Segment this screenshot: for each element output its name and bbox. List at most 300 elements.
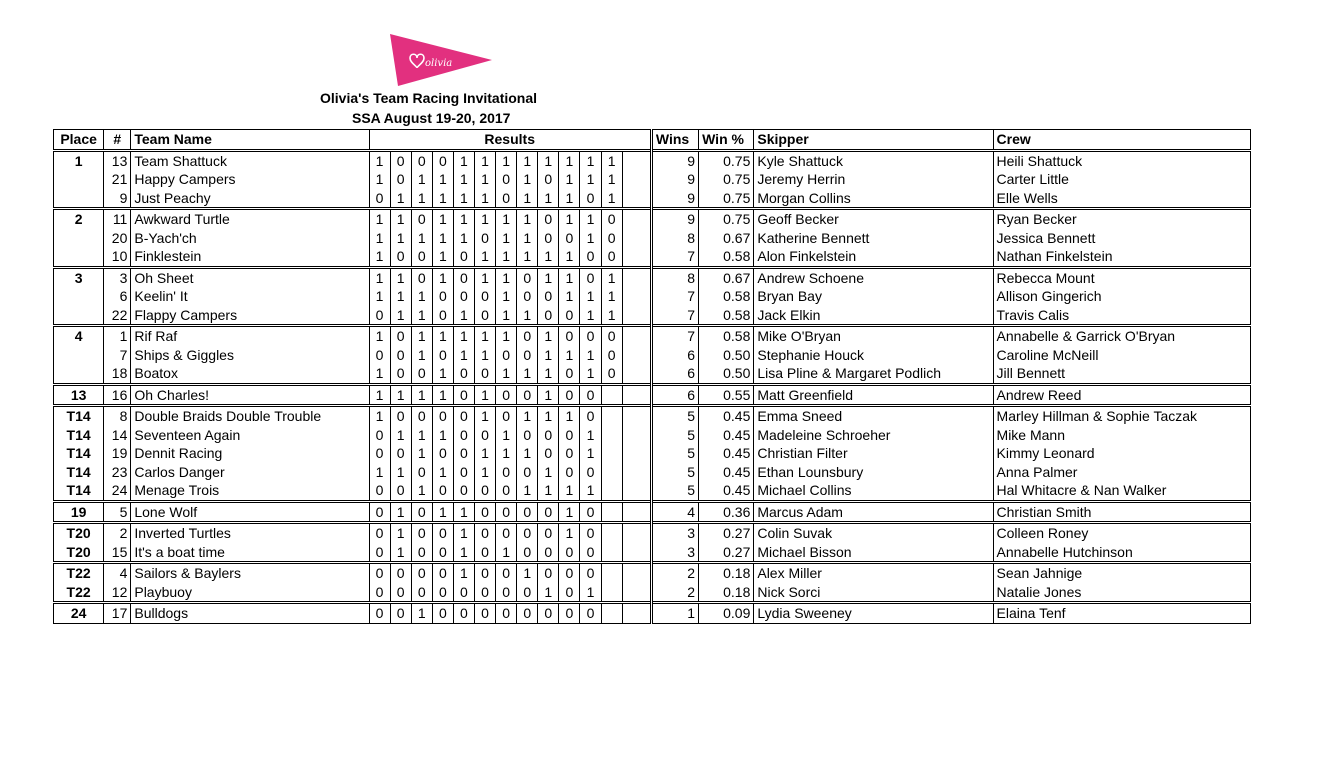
wins-cell: 2 [651, 583, 698, 603]
result-cell: 1 [538, 150, 559, 170]
result-cell: 0 [432, 603, 453, 624]
result-cell: 1 [496, 229, 517, 248]
result-cell: 1 [538, 384, 559, 406]
result-cell: 1 [411, 326, 432, 346]
result-cell: 1 [538, 346, 559, 365]
result-cell: 0 [559, 583, 580, 603]
result-cell: 0 [411, 364, 432, 384]
place-cell [54, 364, 104, 384]
result-cell: 0 [369, 346, 390, 365]
result-cell: 0 [475, 426, 496, 445]
table-row [54, 267, 1251, 287]
win-percent-cell: 0.45 [699, 406, 754, 426]
crew-cell: Annabelle & Garrick O'Bryan [993, 326, 1250, 346]
place-cell: T14 [54, 463, 104, 482]
wins-cell: 5 [651, 481, 698, 501]
result-cell: 0 [496, 189, 517, 209]
result-cell: 1 [517, 306, 538, 326]
result-cell: 1 [432, 209, 453, 229]
skipper-cell: Alon Finkelstein [754, 247, 993, 267]
result-cell: 1 [517, 444, 538, 463]
result-cell: 1 [369, 326, 390, 346]
result-cell: 0 [411, 406, 432, 426]
result-cell: 0 [390, 444, 411, 463]
result-cell: 1 [475, 247, 496, 267]
result-cell: 1 [369, 267, 390, 287]
result-cell: 0 [390, 364, 411, 384]
result-cell: 1 [411, 170, 432, 189]
table-row [54, 326, 1251, 346]
result-cell: 1 [517, 229, 538, 248]
result-cell: 0 [538, 543, 559, 563]
boat-number-cell: 14 [104, 426, 131, 445]
table-row [54, 426, 1251, 445]
result-cell: 0 [538, 287, 559, 306]
result-cell: 0 [559, 426, 580, 445]
result-spacer-cell [622, 209, 651, 229]
result-cell: 1 [369, 364, 390, 384]
table-row [54, 189, 1251, 209]
boat-number-cell: 16 [104, 384, 131, 406]
result-cell: 1 [517, 150, 538, 170]
wins-cell: 7 [651, 306, 698, 326]
win-percent-cell: 0.58 [699, 247, 754, 267]
result-cell: 1 [538, 463, 559, 482]
result-cell: 0 [496, 563, 517, 583]
result-cell: 0 [453, 444, 474, 463]
skipper-cell: Colin Suvak [754, 523, 993, 543]
result-cell: 1 [559, 209, 580, 229]
result-cell: 1 [580, 481, 601, 501]
result-cell: 0 [411, 523, 432, 543]
win-percent-cell: 0.67 [699, 267, 754, 287]
result-cell: 0 [475, 501, 496, 523]
result-cell: 0 [475, 364, 496, 384]
result-cell: 0 [369, 583, 390, 603]
skipper-cell: Michael Bisson [754, 543, 993, 563]
result-cell: 1 [475, 346, 496, 365]
result-cell: 1 [369, 229, 390, 248]
wins-cell: 1 [651, 603, 698, 624]
boat-number-cell: 10 [104, 247, 131, 267]
result-cell: 1 [496, 426, 517, 445]
place-cell: T20 [54, 543, 104, 563]
result-cell: 0 [517, 501, 538, 523]
result-cell: 1 [559, 501, 580, 523]
table-row [54, 543, 1251, 563]
crew-cell: Marley Hillman & Sophie Taczak [993, 406, 1250, 426]
skipper-cell: Andrew Schoene [754, 267, 993, 287]
crew-cell: Heili Shattuck [993, 150, 1250, 170]
result-cell: 0 [580, 563, 601, 583]
result-cell: 1 [601, 170, 622, 189]
result-spacer-cell [622, 229, 651, 248]
result-cell: 0 [559, 444, 580, 463]
result-cell: 1 [390, 384, 411, 406]
team-name-cell: Dennit Racing [134, 445, 223, 462]
result-cell: 0 [432, 150, 453, 170]
skipper-cell: Kyle Shattuck [754, 150, 993, 170]
result-cell: 1 [559, 346, 580, 365]
result-cell: 0 [538, 229, 559, 248]
result-cell: 0 [580, 463, 601, 482]
result-cell: 1 [601, 189, 622, 209]
result-cell: 1 [601, 150, 622, 170]
result-cell: 1 [559, 287, 580, 306]
result-cell: 1 [538, 481, 559, 501]
result-cell: 0 [411, 583, 432, 603]
result-cell: 0 [453, 247, 474, 267]
table-row [54, 247, 1251, 267]
result-cell: 0 [559, 384, 580, 406]
result-spacer-cell [622, 501, 651, 523]
result-cell: 1 [559, 406, 580, 426]
result-cell: 0 [475, 583, 496, 603]
win-percent-cell: 0.45 [699, 481, 754, 501]
result-cell: 0 [559, 326, 580, 346]
result-cell: 0 [453, 603, 474, 624]
result-cell [601, 563, 622, 583]
boat-number-cell: 15 [104, 543, 131, 563]
boat-number-cell: 1 [104, 326, 131, 346]
table-header-row [54, 130, 1251, 151]
result-cell: 0 [453, 406, 474, 426]
result-cell: 1 [538, 267, 559, 287]
table-row [54, 384, 1251, 406]
result-cell: 0 [580, 523, 601, 543]
result-cell: 1 [475, 170, 496, 189]
result-cell: 0 [390, 563, 411, 583]
table-row [54, 563, 1251, 583]
result-cell: 0 [559, 364, 580, 384]
result-cell: 1 [432, 247, 453, 267]
result-cell: 0 [517, 384, 538, 406]
result-cell: 0 [369, 501, 390, 523]
place-cell: 4 [54, 326, 104, 346]
result-spacer-cell [622, 583, 651, 603]
team-name-cell: Just Peachy [134, 189, 211, 206]
result-cell: 1 [432, 189, 453, 209]
result-cell: 0 [601, 247, 622, 267]
win-percent-cell: 0.36 [699, 501, 754, 523]
result-cell: 1 [390, 287, 411, 306]
result-cell: 0 [369, 481, 390, 501]
result-cell: 1 [411, 444, 432, 463]
result-cell: 1 [538, 406, 559, 426]
result-spacer-cell [622, 170, 651, 189]
result-cell: 1 [453, 189, 474, 209]
crew-cell: Christian Smith [993, 501, 1250, 523]
result-cell: 1 [390, 209, 411, 229]
win-percent-cell: 0.75 [699, 150, 754, 170]
wins-cell: 7 [651, 326, 698, 346]
crew-cell: Colleen Roney [993, 523, 1250, 543]
skipper-cell: Michael Collins [754, 481, 993, 501]
wins-cell: 6 [651, 384, 698, 406]
wins-cell: 5 [651, 426, 698, 445]
team-name-cell: Lone Wolf [131, 501, 369, 523]
wins-cell: 7 [651, 247, 698, 267]
result-cell [601, 444, 622, 463]
skipper-cell: Lisa Pline & Margaret Podlich [754, 364, 993, 384]
result-cell: 1 [453, 306, 474, 326]
win-percent-cell: 0.09 [699, 603, 754, 624]
result-spacer-cell [622, 267, 651, 287]
boat-number-cell: 6 [104, 287, 131, 306]
column-header-number: # [104, 130, 131, 151]
result-cell: 1 [369, 170, 390, 189]
table-row [54, 346, 1251, 365]
result-cell: 0 [496, 523, 517, 543]
boat-number-cell: 24 [104, 481, 131, 501]
result-cell: 1 [601, 267, 622, 287]
result-cell: 1 [390, 267, 411, 287]
result-spacer-cell [622, 463, 651, 482]
table-row [54, 406, 1251, 426]
result-cell: 1 [517, 563, 538, 583]
result-cell: 1 [559, 150, 580, 170]
boat-number-cell: 7 [104, 346, 131, 365]
skipper-cell: Geoff Becker [754, 209, 993, 229]
boat-number-cell: 22 [104, 306, 131, 326]
win-percent-cell: 0.27 [699, 523, 754, 543]
place-cell: 24 [54, 603, 104, 624]
crew-cell: Jill Bennett [993, 364, 1250, 384]
result-cell: 1 [411, 481, 432, 501]
win-percent-cell: 0.58 [699, 306, 754, 326]
result-cell [601, 406, 622, 426]
result-cell: 1 [453, 523, 474, 543]
result-cell: 1 [475, 444, 496, 463]
result-cell: 0 [411, 247, 432, 267]
win-percent-cell: 0.58 [699, 287, 754, 306]
result-cell: 1 [432, 170, 453, 189]
table-row [54, 444, 1251, 463]
win-percent-cell: 0.45 [699, 463, 754, 482]
wins-cell: 5 [651, 444, 698, 463]
result-cell: 1 [369, 406, 390, 426]
result-cell: 1 [559, 189, 580, 209]
result-cell: 0 [538, 523, 559, 543]
wins-cell: 6 [651, 364, 698, 384]
boat-number-cell: 3 [104, 267, 131, 287]
table-row [54, 364, 1251, 384]
place-cell: 13 [54, 384, 104, 406]
result-cell: 1 [411, 229, 432, 248]
result-cell: 0 [432, 481, 453, 501]
boat-number-cell: 2 [104, 523, 131, 543]
result-spacer-cell [622, 306, 651, 326]
team-name-cell: Keelin' It [134, 288, 188, 305]
result-cell: 0 [411, 543, 432, 563]
boat-number-cell: 12 [104, 583, 131, 603]
win-percent-cell: 0.18 [699, 583, 754, 603]
result-cell: 0 [369, 543, 390, 563]
result-cell: 1 [453, 209, 474, 229]
result-cell: 1 [601, 287, 622, 306]
result-cell: 1 [369, 287, 390, 306]
result-cell: 0 [369, 189, 390, 209]
result-cell: 1 [411, 603, 432, 624]
skipper-cell: Matt Greenfield [754, 384, 993, 406]
result-cell: 0 [496, 384, 517, 406]
column-header-place: Place [54, 130, 104, 151]
result-spacer-cell [622, 247, 651, 267]
result-cell [601, 603, 622, 624]
table-row [54, 209, 1251, 229]
result-cell: 0 [432, 583, 453, 603]
result-cell: 1 [390, 229, 411, 248]
result-cell: 1 [475, 209, 496, 229]
team-name-cell: Sailors & Baylers [131, 563, 369, 583]
place-cell: T14 [54, 481, 104, 501]
win-percent-cell: 0.45 [699, 444, 754, 463]
result-cell [601, 583, 622, 603]
team-name-cell: Team Shattuck [131, 150, 369, 170]
result-cell: 0 [559, 463, 580, 482]
result-cell: 0 [369, 444, 390, 463]
result-cell: 0 [369, 306, 390, 326]
result-cell: 0 [559, 563, 580, 583]
win-percent-cell: 0.58 [699, 326, 754, 346]
place-cell [54, 170, 104, 189]
skipper-cell: Alex Miller [754, 563, 993, 583]
skipper-cell: Stephanie Houck [754, 346, 993, 365]
result-cell: 1 [559, 170, 580, 189]
result-cell: 1 [475, 384, 496, 406]
results-table [53, 129, 1251, 624]
wins-cell: 9 [651, 170, 698, 189]
result-cell: 0 [538, 563, 559, 583]
result-cell: 0 [496, 481, 517, 501]
result-cell: 0 [390, 603, 411, 624]
win-percent-cell: 0.45 [699, 426, 754, 445]
result-cell [601, 384, 622, 406]
result-cell: 0 [517, 346, 538, 365]
place-cell: T14 [54, 406, 104, 426]
result-cell: 0 [390, 481, 411, 501]
result-cell: 0 [453, 364, 474, 384]
skipper-cell: Nick Sorci [754, 583, 993, 603]
win-percent-cell: 0.75 [699, 170, 754, 189]
win-percent-cell: 0.75 [699, 209, 754, 229]
result-cell: 0 [538, 603, 559, 624]
result-cell: 1 [453, 346, 474, 365]
result-cell: 1 [517, 189, 538, 209]
result-cell: 0 [601, 364, 622, 384]
result-cell: 1 [580, 444, 601, 463]
result-cell: 0 [432, 406, 453, 426]
result-cell: 0 [496, 463, 517, 482]
boat-number-cell: 18 [104, 364, 131, 384]
result-cell: 0 [475, 543, 496, 563]
skipper-cell: Jack Elkin [754, 306, 993, 326]
column-header-crew: Crew [993, 130, 1250, 151]
crew-cell: Anna Palmer [993, 463, 1250, 482]
result-cell: 1 [580, 229, 601, 248]
win-percent-cell: 0.50 [699, 364, 754, 384]
result-cell: 0 [517, 287, 538, 306]
crew-cell: Nathan Finkelstein [993, 247, 1250, 267]
result-cell: 0 [580, 326, 601, 346]
result-cell: 1 [559, 481, 580, 501]
result-spacer-cell [622, 523, 651, 543]
result-cell [601, 543, 622, 563]
result-cell: 1 [601, 306, 622, 326]
boat-number-cell: 8 [104, 406, 131, 426]
place-cell: T14 [54, 444, 104, 463]
result-cell: 1 [580, 170, 601, 189]
result-cell: 0 [580, 384, 601, 406]
win-percent-cell: 0.27 [699, 543, 754, 563]
result-cell: 0 [453, 463, 474, 482]
team-name-cell: Oh Charles! [131, 384, 369, 406]
result-cell: 1 [496, 306, 517, 326]
result-cell: 0 [432, 543, 453, 563]
team-name-cell: Playbuoy [134, 583, 192, 600]
result-cell: 0 [475, 229, 496, 248]
result-cell: 0 [580, 267, 601, 287]
boat-number-cell: 17 [104, 603, 131, 624]
result-cell: 1 [369, 384, 390, 406]
team-name-cell: B-Yach'ch [134, 229, 197, 246]
result-cell: 1 [411, 346, 432, 365]
result-cell: 1 [453, 326, 474, 346]
result-cell: 0 [559, 229, 580, 248]
wins-cell: 5 [651, 406, 698, 426]
result-cell: 1 [475, 189, 496, 209]
result-cell: 0 [369, 523, 390, 543]
result-cell: 1 [580, 364, 601, 384]
skipper-cell: Christian Filter [754, 444, 993, 463]
result-cell: 1 [496, 364, 517, 384]
result-cell: 0 [538, 209, 559, 229]
wins-cell: 7 [651, 287, 698, 306]
result-cell: 1 [559, 523, 580, 543]
result-cell: 0 [390, 346, 411, 365]
results-table-body [54, 150, 1251, 623]
crew-cell: Annabelle Hutchinson [993, 543, 1250, 563]
wins-cell: 4 [651, 501, 698, 523]
table-row [54, 523, 1251, 543]
team-name-cell: Boatox [134, 365, 178, 382]
result-cell: 1 [496, 444, 517, 463]
skipper-cell: Lydia Sweeney [754, 603, 993, 624]
result-spacer-cell [622, 346, 651, 365]
result-cell: 0 [580, 603, 601, 624]
boat-number-cell: 21 [104, 170, 131, 189]
team-name-cell: Menage Trois [134, 482, 220, 499]
result-cell: 0 [390, 326, 411, 346]
result-cell: 1 [496, 247, 517, 267]
result-cell: 0 [475, 287, 496, 306]
table-row [54, 463, 1251, 482]
result-cell: 1 [517, 481, 538, 501]
result-cell: 0 [517, 583, 538, 603]
result-cell: 0 [411, 267, 432, 287]
result-cell: 0 [475, 603, 496, 624]
logo-text: olivia [425, 58, 453, 69]
result-cell: 0 [475, 563, 496, 583]
result-cell: 1 [432, 384, 453, 406]
place-cell: 19 [54, 501, 104, 523]
result-cell: 0 [411, 463, 432, 482]
result-cell: 1 [390, 523, 411, 543]
boat-number-cell: 13 [104, 150, 131, 170]
column-header-team-name: Team Name [131, 130, 369, 151]
result-cell: 0 [453, 267, 474, 287]
result-cell: 0 [411, 150, 432, 170]
